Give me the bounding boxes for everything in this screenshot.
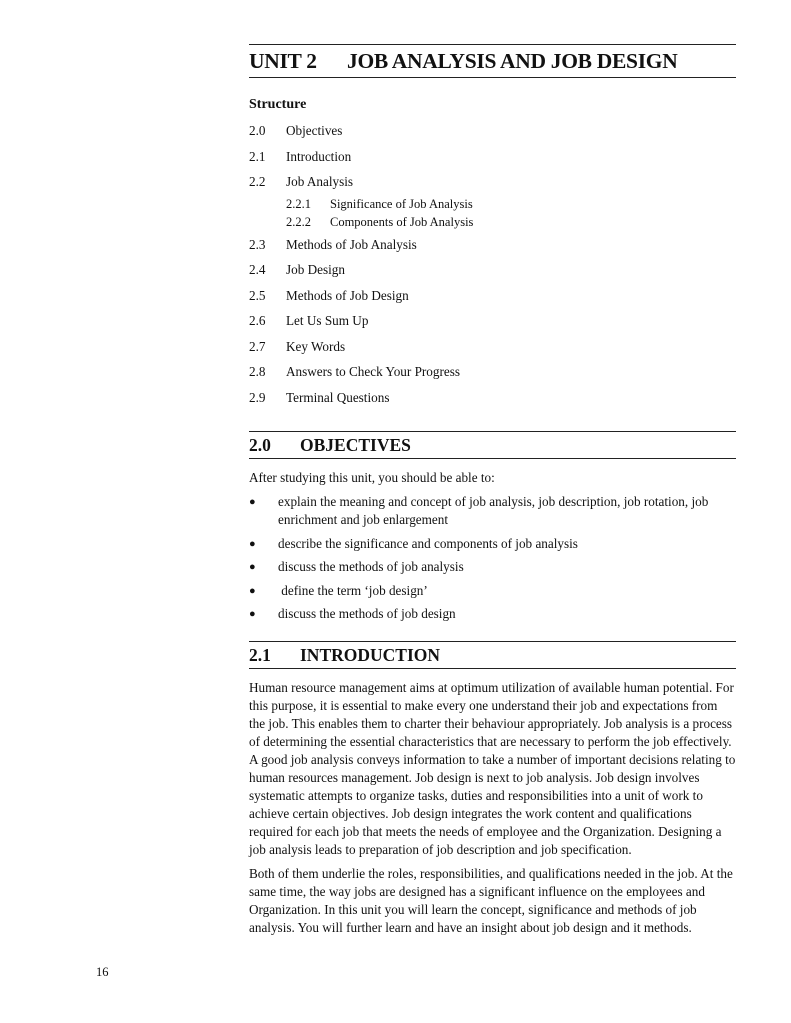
bullet-icon: ● (249, 608, 256, 620)
list-item (249, 493, 736, 529)
toc-item-label: Objectives (286, 123, 343, 138)
bullet-icon: ● (249, 584, 256, 597)
objectives-list (249, 493, 736, 623)
toc-subitem (249, 215, 736, 237)
list-item (249, 558, 736, 576)
toc-item-number: 2.6 (249, 313, 266, 328)
bullet-icon: ● (249, 537, 256, 550)
toc-item (249, 313, 736, 339)
intro-paragraph: Human resource management aims at optimum utilization of available human potential. For this purpose, it is essential to make every one understand their job and expectations from the job. This enables them to charter their behaviour appropriately. Job analysis is a process of determining the essential characteristics that are necessary to perform the job effectively. A good job analysis conveys information to take a number of important decisions relating to human resources management. Job design is next to job analysis. Job design involves systematic attempts to organize tasks, duties and responsibilities into a unit of work to achieve certain objectives. Job design integrates the work content and qualifications required for each job that meets the needs of employee and the Organization. Designing a job analysis leads to preparation of job description and job specification. (249, 680, 736, 857)
toc-item-number: 2.5 (249, 287, 266, 303)
toc-subitem-label: Significance of Job Analysis (330, 196, 473, 211)
toc-item-number: 2.7 (249, 338, 266, 354)
unit-title (249, 45, 736, 77)
toc-item (249, 390, 736, 416)
toc-item-label: Job Design (286, 262, 345, 277)
list-item (249, 605, 736, 623)
toc-item-label: Answers to Check Your Progress (286, 364, 460, 379)
list-item (249, 535, 736, 553)
toc-item-label: Terminal Questions (286, 389, 390, 405)
structure-heading: Structure (249, 97, 307, 112)
toc-item (249, 339, 736, 365)
unit-number: UNIT 2 (249, 49, 317, 73)
list-item-text: discuss the methods of job design (278, 606, 456, 621)
introduction-section (249, 641, 736, 937)
section-number: 2.1 (249, 645, 271, 665)
toc-item-number: 2.4 (249, 262, 266, 277)
toc-item-number: 2.3 (249, 236, 266, 252)
section-title: OBJECTIVES (300, 435, 411, 455)
section-underline (249, 668, 736, 669)
toc-item-label: Introduction (286, 148, 352, 164)
objectives-intro: After studying this unit, you should be able to: (249, 470, 495, 485)
toc-subitem-number: 2.2.2 (286, 215, 311, 229)
toc-item-label: Methods of Job Analysis (286, 236, 417, 252)
toc-subitem-number: 2.2.1 (286, 196, 311, 211)
section-title: INTRODUCTION (300, 645, 441, 665)
toc-item-label: Let Us Sum Up (286, 313, 369, 328)
bullet-icon: ● (249, 496, 256, 508)
unit-heading: JOB ANALYSIS AND JOB DESIGN (347, 49, 678, 73)
toc-item-label: Methods of Job Design (286, 287, 409, 303)
intro-paragraph: Both of them underlie the roles, responsibilities, and qualifications needed in the job. At the same time, the way jobs are designed has a significant influence on the employees and Organization. In this unit you will learn the concept, significance and methods of job analysis. You will further learn and have an insight about job design and it methods. (249, 866, 733, 935)
toc-item-number: 2.8 (249, 364, 266, 379)
page-content (249, 44, 736, 937)
unit-title-underline (249, 77, 736, 78)
section-number: 2.0 (249, 435, 271, 455)
list-item-text: define the term ‘job design’ (278, 582, 428, 598)
section-underline (249, 458, 736, 459)
toc-subitem-label: Components of Job Analysis (330, 215, 474, 229)
toc-item (249, 123, 736, 149)
toc-item (249, 262, 736, 288)
toc-item-number: 2.9 (249, 389, 266, 405)
list-item-text: discuss the methods of job analysis (278, 559, 464, 574)
table-of-contents (249, 123, 736, 415)
toc-item (249, 364, 736, 390)
toc-item-label: Job Analysis (286, 174, 354, 189)
toc-item-label: Key Words (286, 338, 346, 354)
list-item-text: explain the meaning and concept of job analysis, job description, job rotation, job enrichment and job enlargement (278, 494, 709, 527)
list-item (249, 582, 736, 600)
bullet-icon: ● (249, 561, 256, 573)
toc-item (249, 237, 736, 263)
list-item-text: describe the significance and components of job analysis (278, 535, 578, 551)
page-number: 16 (96, 965, 109, 979)
section-heading (249, 432, 736, 458)
toc-item (249, 288, 736, 314)
toc-item (249, 149, 736, 175)
toc-item-number: 2.1 (249, 148, 266, 164)
section-heading (249, 642, 736, 668)
toc-item-number: 2.2 (249, 174, 266, 189)
objectives-section (249, 431, 736, 623)
toc-item-number: 2.0 (249, 123, 266, 138)
